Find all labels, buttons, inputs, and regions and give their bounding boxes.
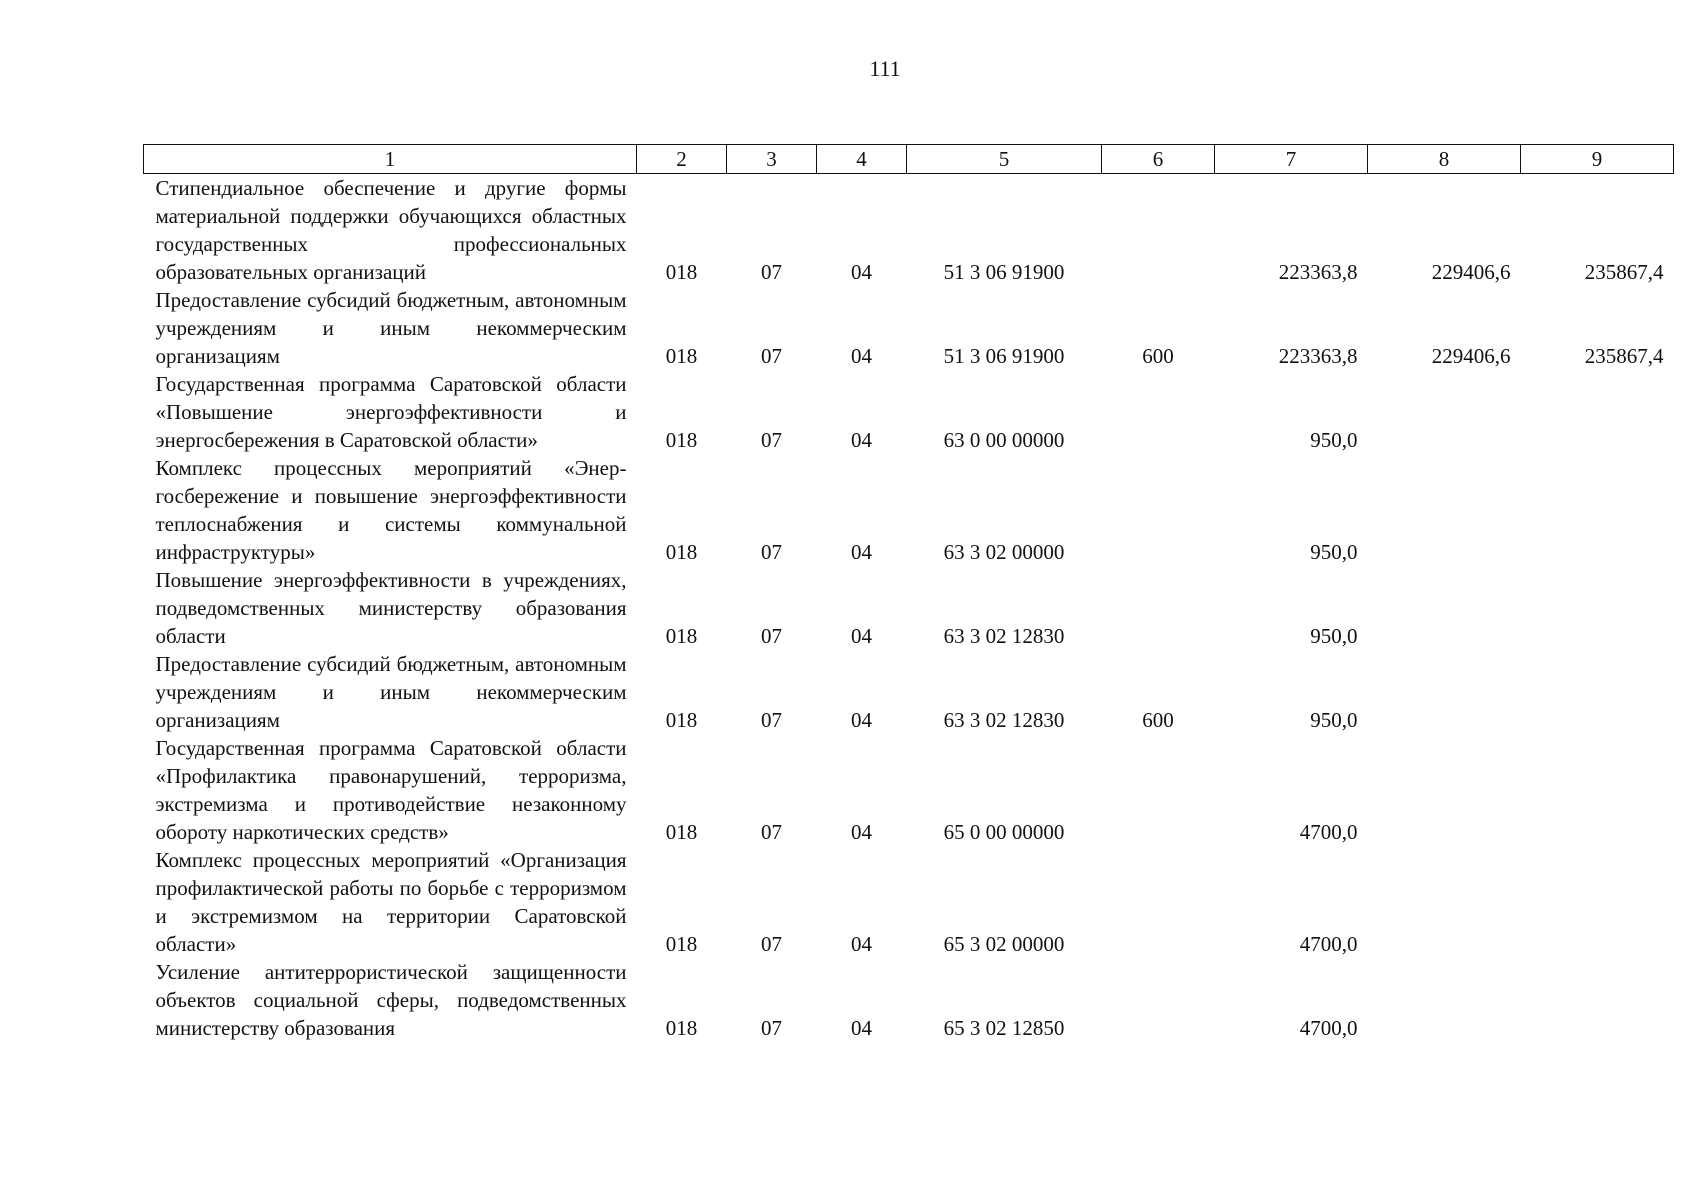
row-amount-year-2: 229406,6: [1431, 260, 1511, 284]
row-target-article: 65 3 02 12850: [943, 1016, 1065, 1040]
row-target-article: 65 3 02 00000: [943, 932, 1065, 956]
row-subsection-code: 04: [851, 260, 872, 284]
row-amount-year-2: [1368, 370, 1521, 454]
column-header: 5: [907, 145, 1102, 174]
row-target-article: 51 3 06 91900: [943, 260, 1065, 284]
table-row: [144, 286, 1674, 370]
row-amount-year-3: [1521, 454, 1674, 566]
row-ministry-code: 018: [665, 708, 698, 732]
row-ministry-code: 018: [665, 1016, 698, 1040]
table-row: [144, 454, 1674, 566]
row-expense-type: [1102, 958, 1215, 1042]
row-ministry-code: 018: [665, 428, 698, 452]
row-section-code: 07: [761, 344, 782, 368]
row-expense-type: [1102, 370, 1215, 454]
row-amount-year-1: 4700,0: [1299, 1016, 1358, 1040]
row-description: Повышение энергоэффективности в учреждениях, подведомственных министерству образования области: [155, 568, 627, 648]
row-subsection-code: 04: [851, 540, 872, 564]
row-amount-year-2: [1368, 958, 1521, 1042]
row-expense-type: [1102, 174, 1215, 287]
row-subsection-code: 04: [851, 820, 872, 844]
row-section-code: 07: [761, 260, 782, 284]
row-amount-year-1: 4700,0: [1299, 932, 1358, 956]
row-amount-year-2: [1368, 846, 1521, 958]
row-ministry-code: 018: [665, 540, 698, 564]
row-section-code: 07: [761, 820, 782, 844]
row-ministry-code: 018: [665, 260, 698, 284]
row-section-code: 07: [761, 708, 782, 732]
row-description: Комплекс процессных мероприятий «Организация профилактической работы по борьбе с терроризмом и экстремизмом на территории Саратовской области»: [155, 848, 627, 956]
row-target-article: 65 0 00 00000: [943, 820, 1065, 844]
row-ministry-code: 018: [665, 932, 698, 956]
table-body: [144, 174, 1674, 1043]
column-header: 1: [144, 145, 637, 174]
row-amount-year-2: [1368, 734, 1521, 846]
page-number: 111: [869, 56, 901, 81]
column-header: 2: [637, 145, 727, 174]
row-amount-year-2: [1368, 454, 1521, 566]
row-amount-year-1: 223363,8: [1278, 344, 1358, 368]
row-amount-year-3: [1521, 566, 1674, 650]
table-row: [144, 958, 1674, 1042]
row-target-article: 51 3 06 91900: [943, 344, 1065, 368]
row-amount-year-3: 235867,4: [1584, 344, 1664, 368]
column-header: 9: [1521, 145, 1674, 174]
row-expense-type: [1102, 734, 1215, 846]
row-section-code: 07: [761, 1016, 782, 1040]
row-description: Комплекс процессных мероприятий «Энергосбережение и повышение энергоэффективности теплоснабжения и системы коммунальной инфраструктуры»: [155, 456, 627, 564]
row-subsection-code: 04: [851, 1016, 872, 1040]
row-amount-year-2: 229406,6: [1431, 344, 1511, 368]
row-description: Усиление антитеррористической защищенности объектов социальной сферы, подведомственных министерству образования: [155, 960, 627, 1040]
row-description: Стипендиальное обеспечение и другие формы материальной поддержки обучающихся областных государственных профессиональных образовательных организаций: [155, 176, 627, 284]
row-description: Предоставление субсидий бюджетным, автономным учреждениям и иным некоммерческим организациям: [155, 652, 627, 732]
row-amount-year-1: 950,0: [1310, 624, 1358, 648]
row-amount-year-2: [1368, 650, 1521, 734]
row-amount-year-3: [1521, 958, 1674, 1042]
row-ministry-code: 018: [665, 344, 698, 368]
row-description: Государственная программа Саратовской области «Профилактика правонарушений, терроризма, экстремизма и противодействие незаконному обороту наркотических средств»: [155, 736, 627, 844]
row-section-code: 07: [761, 540, 782, 564]
column-header: 3: [727, 145, 817, 174]
row-description: Государственная программа Саратовской области «Повышение энергоэффективности и энергосбережения в Саратовской области»: [155, 372, 627, 452]
header-row: [144, 145, 1674, 174]
row-amount-year-1: 950,0: [1310, 428, 1358, 452]
row-subsection-code: 04: [851, 932, 872, 956]
row-amount-year-1: 4700,0: [1299, 820, 1358, 844]
row-amount-year-3: [1521, 846, 1674, 958]
row-amount-year-2: [1368, 566, 1521, 650]
row-expense-type: [1102, 454, 1215, 566]
row-target-article: 63 0 00 00000: [943, 428, 1065, 452]
row-amount-year-3: [1521, 650, 1674, 734]
row-target-article: 63 3 02 12830: [943, 624, 1065, 648]
row-section-code: 07: [761, 624, 782, 648]
column-header: 6: [1102, 145, 1215, 174]
row-amount-year-1: 223363,8: [1278, 260, 1358, 284]
table-row: [144, 734, 1674, 846]
table-row: [144, 566, 1674, 650]
table-row: [144, 846, 1674, 958]
row-ministry-code: 018: [665, 820, 698, 844]
row-expense-type: 600: [1142, 344, 1174, 368]
row-expense-type: [1102, 846, 1215, 958]
row-target-article: 63 3 02 00000: [943, 540, 1065, 564]
column-header: 8: [1368, 145, 1521, 174]
row-subsection-code: 04: [851, 624, 872, 648]
row-expense-type: 600: [1142, 708, 1174, 732]
table-row: [144, 370, 1674, 454]
row-description: Предоставление субсидий бюджетным, автономным учреждениям и иным некоммерческим организациям: [155, 288, 627, 368]
table-row: [144, 650, 1674, 734]
row-section-code: 07: [761, 428, 782, 452]
budget-table: [143, 144, 1674, 1042]
row-expense-type: [1102, 566, 1215, 650]
row-amount-year-3: [1521, 370, 1674, 454]
table-row: [144, 174, 1674, 287]
row-target-article: 63 3 02 12830: [943, 708, 1065, 732]
row-section-code: 07: [761, 932, 782, 956]
row-ministry-code: 018: [665, 624, 698, 648]
row-amount-year-1: 950,0: [1310, 540, 1358, 564]
row-amount-year-3: [1521, 734, 1674, 846]
row-subsection-code: 04: [851, 708, 872, 732]
row-subsection-code: 04: [851, 344, 872, 368]
column-header: 4: [817, 145, 907, 174]
column-header: 7: [1215, 145, 1368, 174]
row-amount-year-1: 950,0: [1310, 708, 1358, 732]
row-subsection-code: 04: [851, 428, 872, 452]
row-amount-year-3: 235867,4: [1584, 260, 1664, 284]
